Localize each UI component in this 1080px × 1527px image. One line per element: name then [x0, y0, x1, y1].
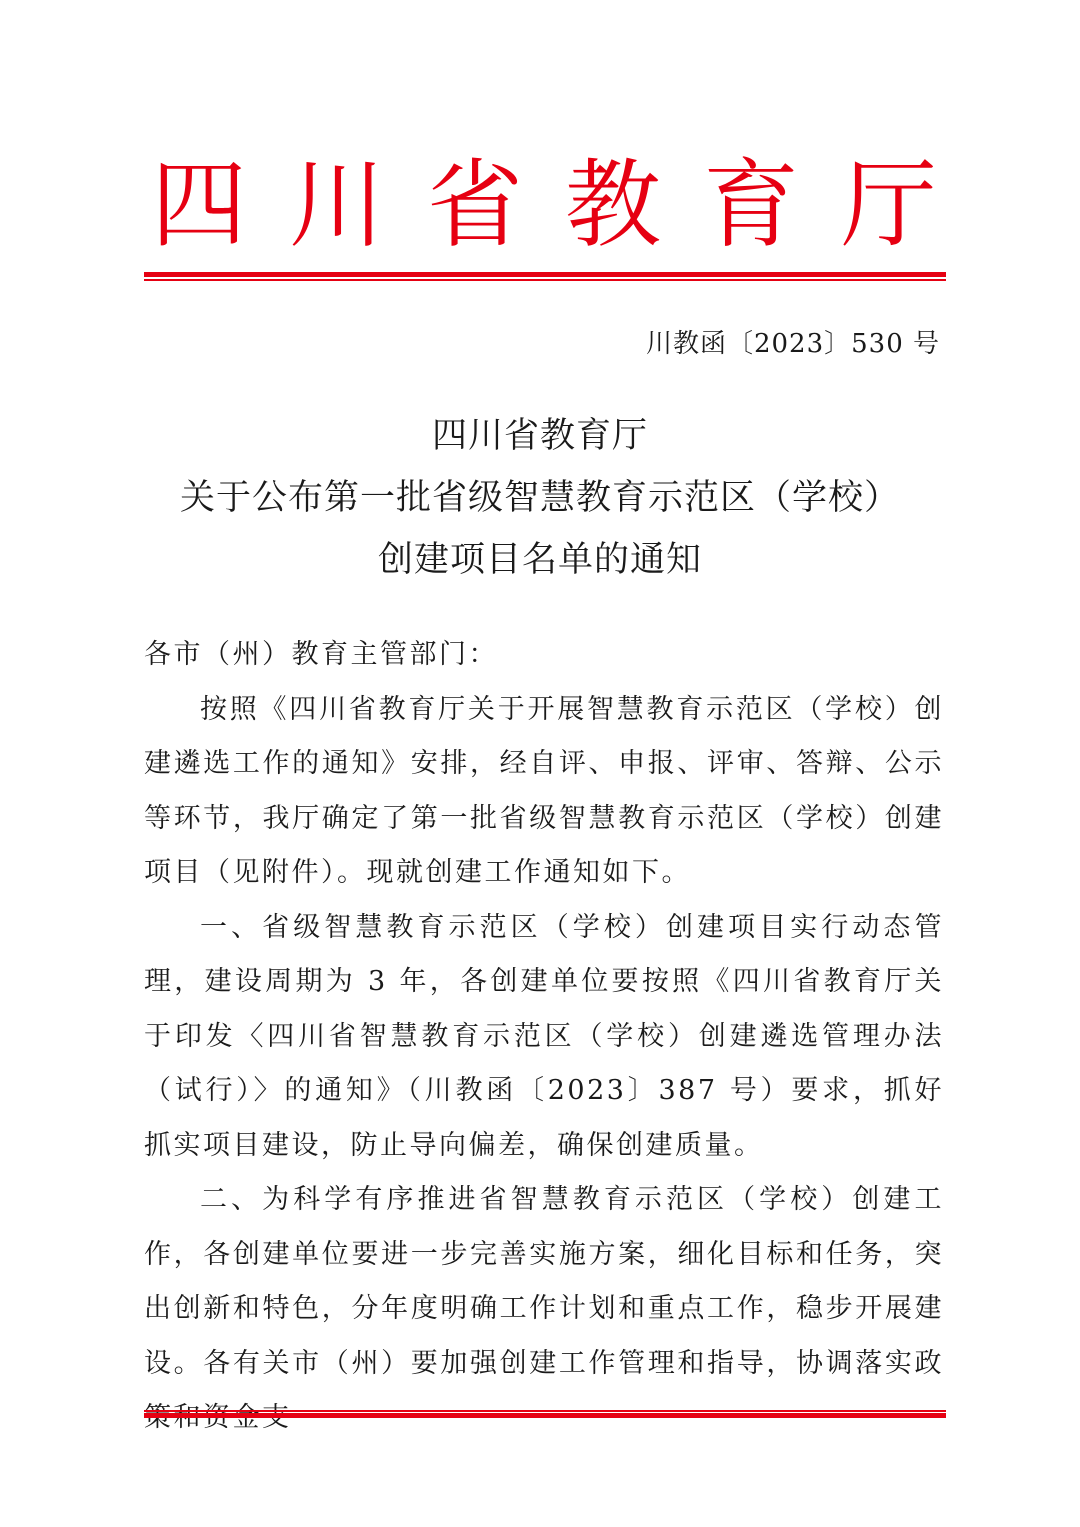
document-title — [100, 405, 980, 591]
paragraph: 一、省级智慧教育示范区（学校）创建项目实行动态管理，建设周期为 3 年，各创建单位要按照《四川省教育厅关于印发〈四川省智慧教育示范区（学校）创建遴选管理办法（试行）〉的通知》（川教函〔2023〕387 号）要求，抓好抓实项目建设，防止导向偏差，确保创建质量。 — [144, 911, 944, 1161]
header-divider — [144, 272, 946, 282]
document-body — [144, 628, 944, 1446]
paragraph: 二、为科学有序推进省智慧教育示范区（学校）创建工作，各创建单位要进一步完善实施方案，细化目标和任务，突出创新和特色，分年度明确工作计划和重点工作，稳步开展建设。各有关市（州）要加强创建工作管理和指导，协调落实政 — [144, 1184, 944, 1379]
masthead-char: 川 — [289, 149, 385, 261]
paragraph: 按照《四川省教育厅关于开展智慧教育示范区（学校）创建遴选工作的通知》安排，经自评、申报、评审、答辩、公示等环节，我厅确定了第一批省级智慧教育示范区（学校）创建项目（见附件）。现就创建工作通知如下。 — [144, 693, 944, 888]
masthead-char: 四 — [151, 149, 247, 261]
salutation: 各市（州）教育主管部门： — [144, 639, 498, 670]
masthead-char: 教 — [565, 149, 661, 261]
title-line-1: 四川省教育厅 — [431, 416, 648, 456]
masthead-char: 厅 — [841, 149, 937, 261]
masthead-char: 育 — [703, 149, 799, 261]
title-line-2: 关于公布第一批省级智慧教育示范区（学校） — [179, 478, 900, 518]
masthead — [144, 150, 944, 260]
masthead-char: 省 — [427, 149, 523, 261]
title-line-3: 创建项目名单的通知 — [377, 540, 702, 580]
footer-divider — [144, 1410, 946, 1420]
document-number: 川教函〔2023〕530 号 — [645, 329, 940, 359]
